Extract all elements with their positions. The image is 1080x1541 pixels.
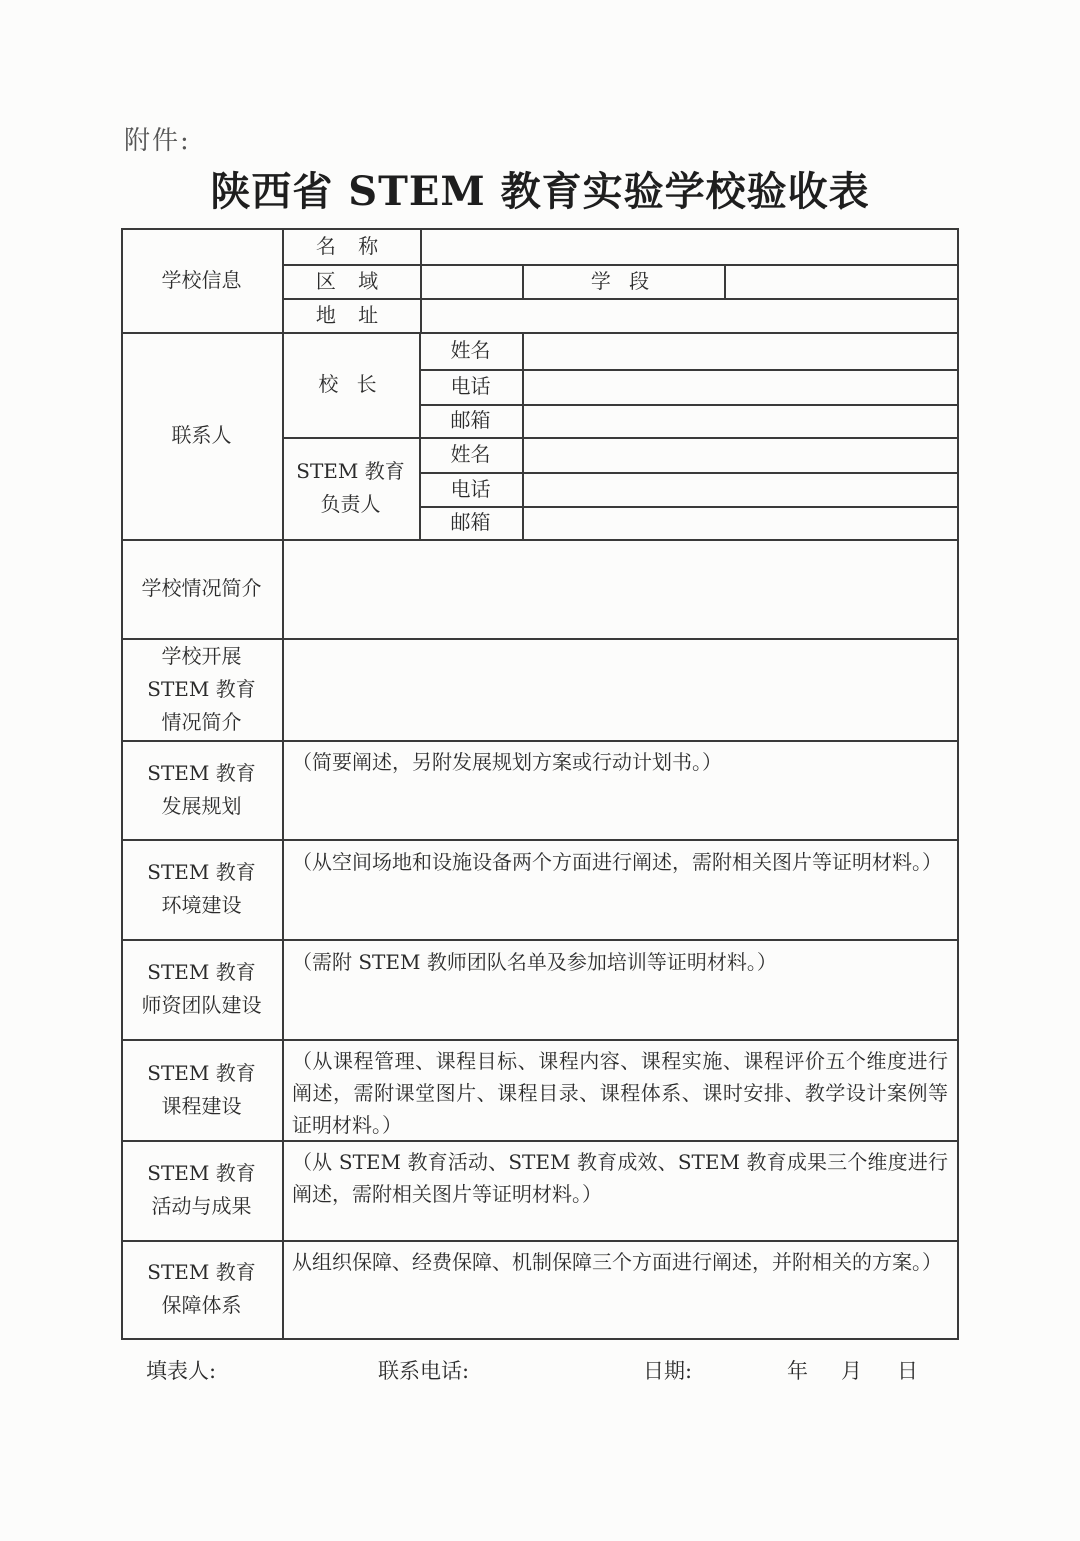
section-6-content[interactable]: （从 STEM 教育活动、STEM 教育成效、STEM 教育成果三个维度进行阐述，需附相关图片等证明材料。） <box>292 1150 948 1206</box>
stage-value[interactable] <box>724 264 957 298</box>
section-2-content[interactable]: （简要阐述，另附发展规划方案或行动计划书。） <box>292 750 722 774</box>
principal-label: 校 长 <box>318 372 383 396</box>
region-label: 区 域 <box>315 268 387 293</box>
section-label-line: STEM 教育 <box>147 960 256 984</box>
section-label-line: 学校开展 <box>161 643 242 668</box>
section-label-line: 环境建设 <box>161 893 242 917</box>
region-value[interactable] <box>420 264 522 298</box>
section-5-label <box>121 1039 282 1140</box>
principal-phone-label: 电话 <box>450 374 491 398</box>
principal-name-value[interactable] <box>522 332 957 369</box>
stem-lead-label-line1: STEM 教育 <box>296 459 405 483</box>
stem-lead-phone-label: 电话 <box>450 476 491 501</box>
stem-lead-email-value[interactable] <box>522 506 957 539</box>
table-border-bottom <box>121 1338 959 1340</box>
contact-label: 联系人 <box>171 423 232 447</box>
date-month: 月 <box>841 1359 862 1383</box>
footer-phone-label: 联系电话: <box>378 1359 470 1383</box>
section-label-line: 师资团队建设 <box>141 993 262 1017</box>
section-0-label <box>121 539 282 638</box>
section-label-line: STEM 教育 <box>147 860 256 884</box>
address-value[interactable] <box>420 298 957 332</box>
section-label-line: STEM 教育 <box>147 760 256 785</box>
section-label-line: STEM 教育 <box>147 1161 256 1185</box>
stem-lead-name-value[interactable] <box>522 437 957 472</box>
section-3-content[interactable]: （从空间场地和设施设备两个方面进行阐述，需附相关图片等证明材料。） <box>292 850 942 874</box>
section-3-label <box>121 839 282 939</box>
date-year: 年 <box>787 1359 808 1383</box>
form-title: 陕西省 STEM 教育实验学校验收表 <box>210 168 870 215</box>
stage-label: 学 段 <box>590 268 656 293</box>
principal-name-label: 姓名 <box>450 338 491 362</box>
attachment-label: 附件: <box>124 126 191 156</box>
section-label-line: 发展规划 <box>161 793 242 818</box>
address-label: 地 址 <box>315 302 387 327</box>
section-label-line: STEM 教育 <box>147 1060 256 1085</box>
stem-lead-label-line2: 负责人 <box>320 492 381 516</box>
section-5-content[interactable]: （从课程管理、课程目标、课程内容、课程实施、课程评价五个维度进行阐述，需附课堂图片、课程目录、课程体系、课时安排、教学设计案例等证明材料。） <box>292 1049 948 1137</box>
section-label-line: 学校情况简介 <box>141 576 262 600</box>
school-info-label: 学校信息 <box>161 268 242 292</box>
section-1-content[interactable] <box>292 645 948 735</box>
section-label-line: 保障体系 <box>161 1293 242 1317</box>
section-4-content[interactable]: （需附 STEM 教师团队名单及参加培训等证明材料。） <box>292 950 777 974</box>
section-7-content[interactable]: 从组织保障、经费保障、机制保障三个方面进行阐述，并附相关的方案。） <box>292 1250 942 1274</box>
section-label-line: 课程建设 <box>161 1093 242 1118</box>
name-value[interactable] <box>420 228 957 264</box>
name-label: 名 称 <box>315 233 387 258</box>
table-border-right <box>957 228 959 1339</box>
section-label-line: 情况简介 <box>161 709 242 734</box>
stem-lead-name-label: 姓名 <box>450 442 491 466</box>
section-7-label <box>121 1240 282 1338</box>
section-0-content[interactable] <box>292 546 948 634</box>
section-label-line: 活动与成果 <box>151 1194 252 1218</box>
principal-phone-value[interactable] <box>522 369 957 404</box>
stem-lead-label <box>282 437 419 539</box>
section-label-line: STEM 教育 <box>147 1260 256 1284</box>
section-2-label <box>121 740 282 839</box>
section-6-label <box>121 1140 282 1240</box>
section-label-line: STEM 教育 <box>147 676 256 701</box>
date-day: 日 <box>897 1359 918 1383</box>
filler-label: 填表人: <box>146 1359 217 1383</box>
stem-lead-phone-value[interactable] <box>522 472 957 506</box>
section-4-label <box>121 939 282 1039</box>
section-1-label <box>121 638 282 740</box>
principal-email-value[interactable] <box>522 404 957 437</box>
date-label: 日期: <box>643 1359 693 1383</box>
stem-lead-email-label: 邮箱 <box>450 510 491 534</box>
principal-email-label: 邮箱 <box>450 408 491 432</box>
